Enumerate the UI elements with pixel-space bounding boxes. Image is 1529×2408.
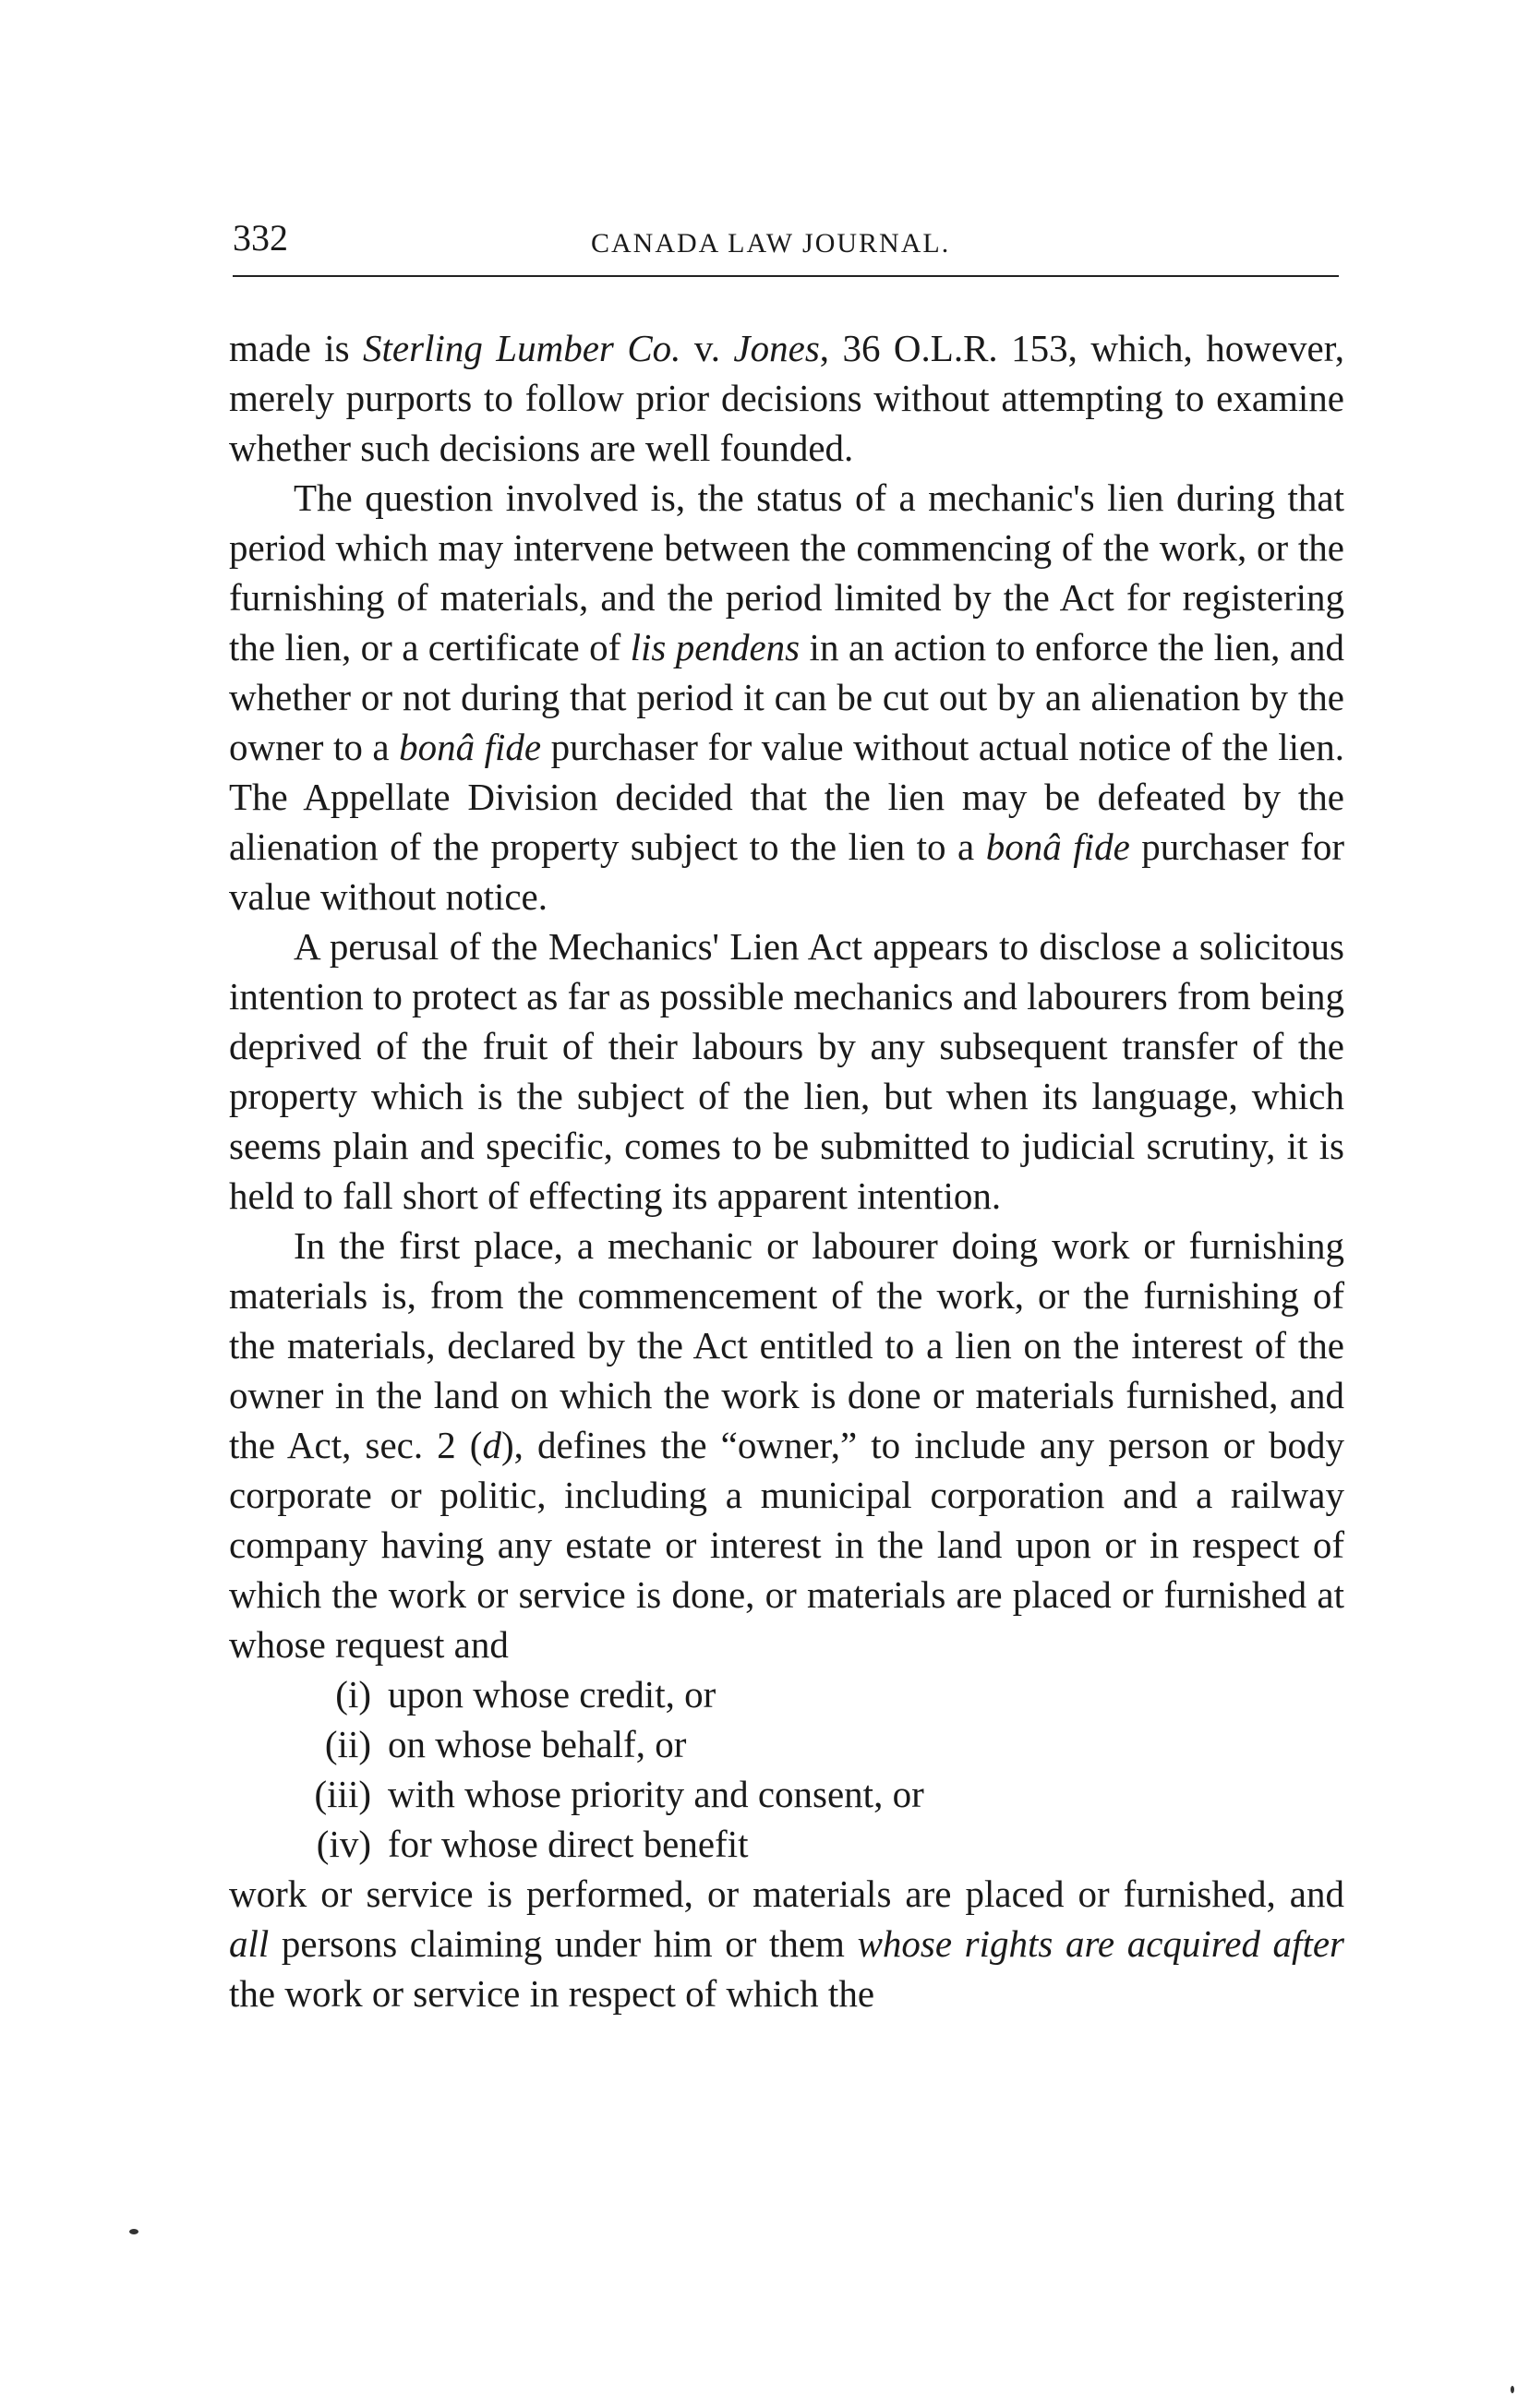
list-item-number: (iii) xyxy=(314,1773,371,1815)
italic-text: lis pendens xyxy=(630,626,801,668)
list-item-number: (ii) xyxy=(324,1723,371,1765)
list-item xyxy=(229,1669,1344,1719)
italic-text: bonâ fide xyxy=(399,726,542,768)
scan-speck xyxy=(1511,2386,1514,2393)
page-number: 332 xyxy=(233,217,288,259)
list-item-text: on whose behalf, or xyxy=(388,1723,687,1765)
text-run: purchaser for value without notice. xyxy=(229,825,1344,918)
text-run: , 36 O.L.R. 153, which, however, merely purports to follow prior decisions without attempting to examine whether such decisions are well founded. xyxy=(229,327,1344,469)
running-title: CANADA LAW JOURNAL. xyxy=(591,228,951,259)
closing-paragraph-container xyxy=(229,1869,1344,2018)
text-run: In the first place, a mechanic or labourer doing work or furnishing materials is, from the commencement of the work, or the furnishing of the materials, declared by the Act entitled to a lien on the interest of the owner in the land on which the work is done or materials furnished, and the Act, sec. 2 ( xyxy=(229,1224,1344,1466)
scan-speck xyxy=(129,2229,138,2234)
paragraphs xyxy=(229,323,1344,1669)
paragraph xyxy=(229,323,1344,473)
text-run: The question involved is, the status of a mechanic's lien during that period which may intervene between the commencing of the work, or the furnishing of materials, and the period limited by the Act for registering the lien, or a certificate of xyxy=(229,476,1344,668)
italic-text: Jones xyxy=(733,327,820,369)
italic-text: Sterling Lumber Co. xyxy=(363,327,681,369)
paragraph xyxy=(229,1221,1344,1669)
paragraph xyxy=(229,473,1344,921)
page-header xyxy=(233,211,1341,266)
text-run: the work or service in respect of which the xyxy=(229,1972,875,2015)
list-item-number: (i) xyxy=(335,1673,371,1716)
text-run: ), defines the “owner,” to include any person or body corporate or politic, including a municipal corporation and a railway company having any estate or interest in the land upon or in respect of which the work or service is done, or materials are placed or furnished at whose request and xyxy=(229,1424,1345,1666)
list-item-number: (iv) xyxy=(316,1823,371,1865)
text-run: A perusal of the Mechanics' Lien Act appears to disclose a solicitous intention to protect as far as possible mechanics and labourers from being deprived of the fruit of their labours by any subsequent transfer of the property which is the subject of the lien, but when its language, which seems plain and specific, comes to be submitted to judicial scrutiny, it is held to fall short of effecting its apparent intention. xyxy=(229,925,1344,1217)
list-item-text: upon whose credit, or xyxy=(388,1673,716,1716)
text-run: made is xyxy=(229,327,364,369)
list-item xyxy=(229,1719,1344,1769)
italic-text: whose rights are acquired after xyxy=(857,1922,1344,1965)
text-run: purchaser for value without actual notice of the lien. The Appellate Division decided that the lien may be defeated by the alienation of the property subject to the lien to a xyxy=(229,726,1344,868)
italic-text: all xyxy=(229,1922,270,1965)
body-text xyxy=(229,323,1344,2018)
text-run: persons claiming under him or them xyxy=(269,1922,858,1965)
list-item xyxy=(229,1769,1344,1819)
list-item-text: for whose direct benefit xyxy=(388,1823,749,1865)
text-run: in an action to enforce the lien, and whether or not during that period it can be cut out by an alienation by the owner to a xyxy=(229,626,1344,768)
list-item-text: with whose priority and consent, or xyxy=(388,1773,924,1815)
header-rule xyxy=(233,275,1339,277)
paragraph xyxy=(229,921,1344,1221)
list-item xyxy=(229,1819,1344,1869)
italic-text: bonâ fide xyxy=(985,825,1130,868)
closing-paragraph xyxy=(229,1869,1344,2018)
italic-text: d xyxy=(482,1424,501,1466)
text-run: work or service is performed, or materials are placed or furnished, and xyxy=(229,1872,1344,1915)
text-run: v. xyxy=(680,327,734,369)
definition-list xyxy=(229,1669,1344,1869)
